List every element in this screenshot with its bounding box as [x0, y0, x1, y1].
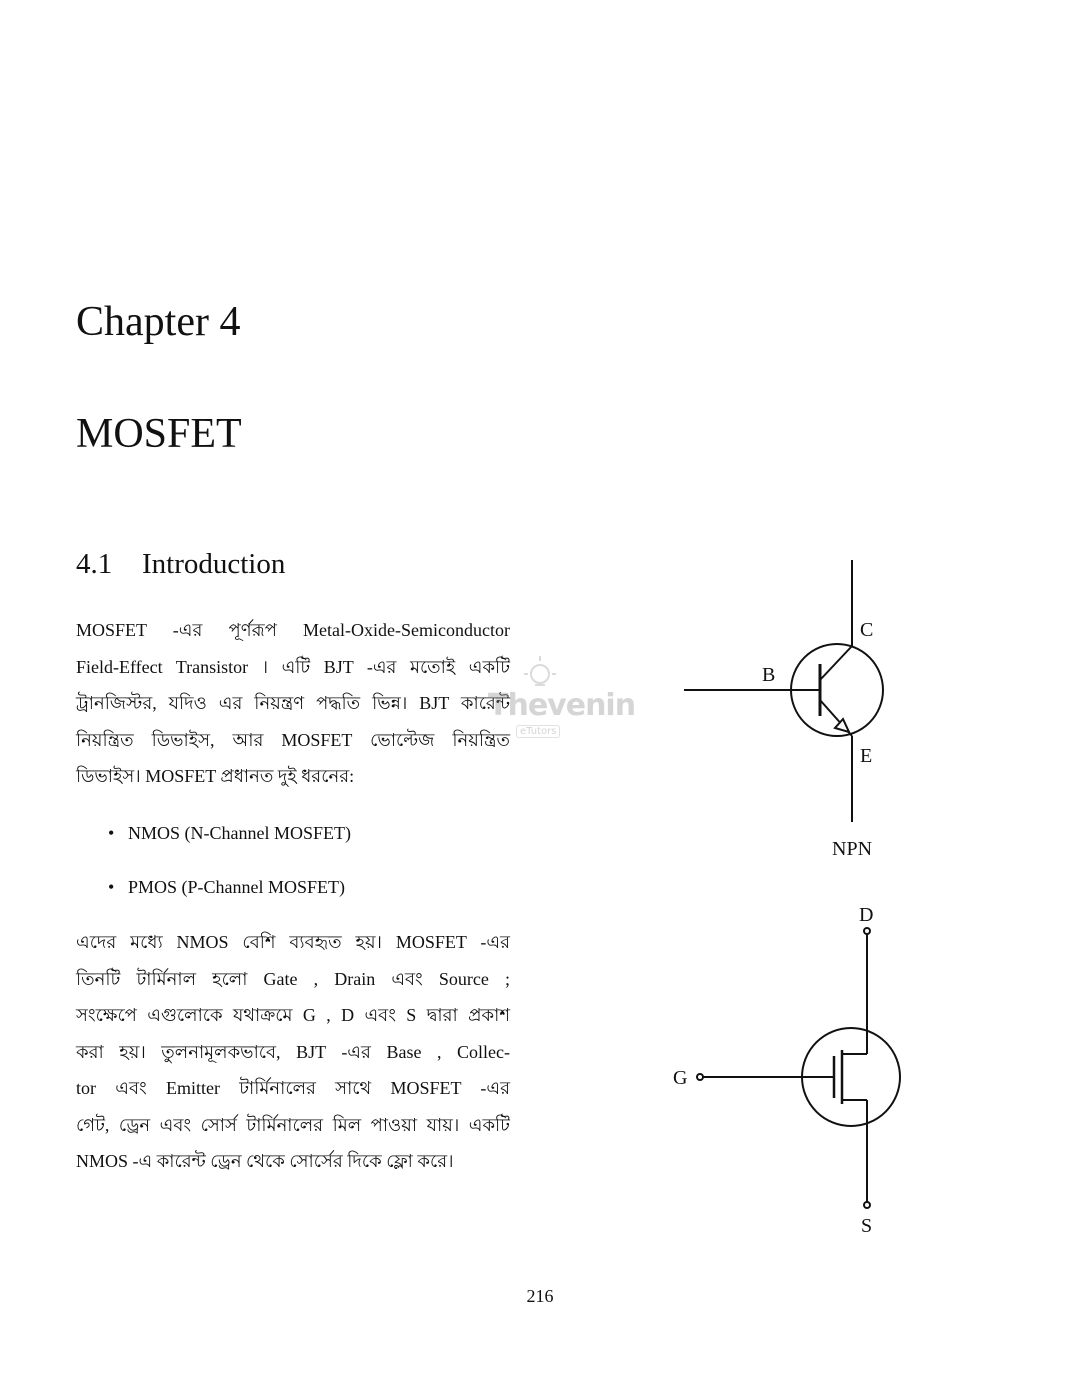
paragraph-line: MOSFET -এর পূর্ণরূপ Metal-Oxide-Semiconductor	[76, 620, 510, 640]
paragraph-line: NMOS -এ কারেন্ট ড্রেন থেকে সোর্সের দিকে ফ্লো করে।	[76, 1151, 454, 1171]
collector-branch	[820, 646, 852, 680]
nmos-source-label: S	[861, 1215, 873, 1237]
gate-terminal	[697, 1074, 703, 1080]
paragraph-line: এদের মধ্যে NMOS বেশি ব্যবহৃত হয়। MOSFET -এর	[76, 932, 510, 952]
drain-terminal	[864, 928, 870, 934]
nmos-drain-label: D	[859, 904, 874, 926]
chapter-label: Chapter 4	[76, 299, 241, 345]
npn-collector-label: C	[860, 619, 874, 641]
nmos-transistor-symbol	[697, 928, 900, 1208]
npn-emitter-label: E	[860, 745, 873, 767]
nmos-gate-label: G	[673, 1067, 688, 1089]
paragraph-line: tor এবং Emitter টার্মিনালের সাথে MOSFET -এর	[76, 1078, 510, 1098]
bullet-icon: •	[108, 877, 115, 897]
paragraph-line: ডিভাইস। MOSFET প্রধানত দুই ধরনের:	[76, 766, 355, 786]
paragraph-line: ট্রানজিস্টর, যদিও এর নিয়ন্ত্রণ পদ্ধতি ভিন্ন। BJT কারেন্ট	[76, 693, 510, 713]
paragraph-line: Field-Effect Transistor । এটি BJT -এর মতোই একটি	[76, 656, 510, 677]
list-item-text: NMOS (N-Channel MOSFET)	[128, 823, 351, 843]
paragraph-line: সংক্ষেপে এগুলোকে যথাক্রমে G , D এবং S দ্বারা প্রকাশ	[76, 1005, 510, 1025]
section-number: 4.1	[76, 548, 113, 580]
list-item-text: PMOS (P-Channel MOSFET)	[128, 877, 346, 897]
source-terminal	[864, 1202, 870, 1208]
watermark-sub: eTutors	[516, 725, 560, 738]
paragraph-line: করা হয়। তুলনামূলকভাবে, BJT -এর Base , Collec-	[76, 1041, 510, 1062]
chapter-title: MOSFET	[76, 411, 242, 457]
paragraph-line: নিয়ন্ত্রিত ডিভাইস, আর MOSFET ভোল্টেজ নিয়ন্ত্রিত	[76, 729, 510, 750]
npn-caption: NPN	[832, 838, 873, 860]
watermark-name: Thevenin	[488, 688, 636, 723]
npn-base-label: B	[762, 664, 776, 686]
section-title: Introduction	[142, 548, 286, 580]
paragraph-line: তিনটি টার্মিনাল হলো Gate , Drain এবং Source ;	[76, 968, 510, 989]
bullet-icon: •	[108, 823, 115, 843]
paragraph-line: গেট, ড্রেন এবং সোর্স টার্মিনালের মিল পাওয়া যায়। একটি	[76, 1114, 510, 1135]
page-number: 216	[526, 1286, 554, 1306]
emitter-arrow-icon	[835, 719, 849, 732]
npn-transistor-symbol	[684, 560, 883, 822]
